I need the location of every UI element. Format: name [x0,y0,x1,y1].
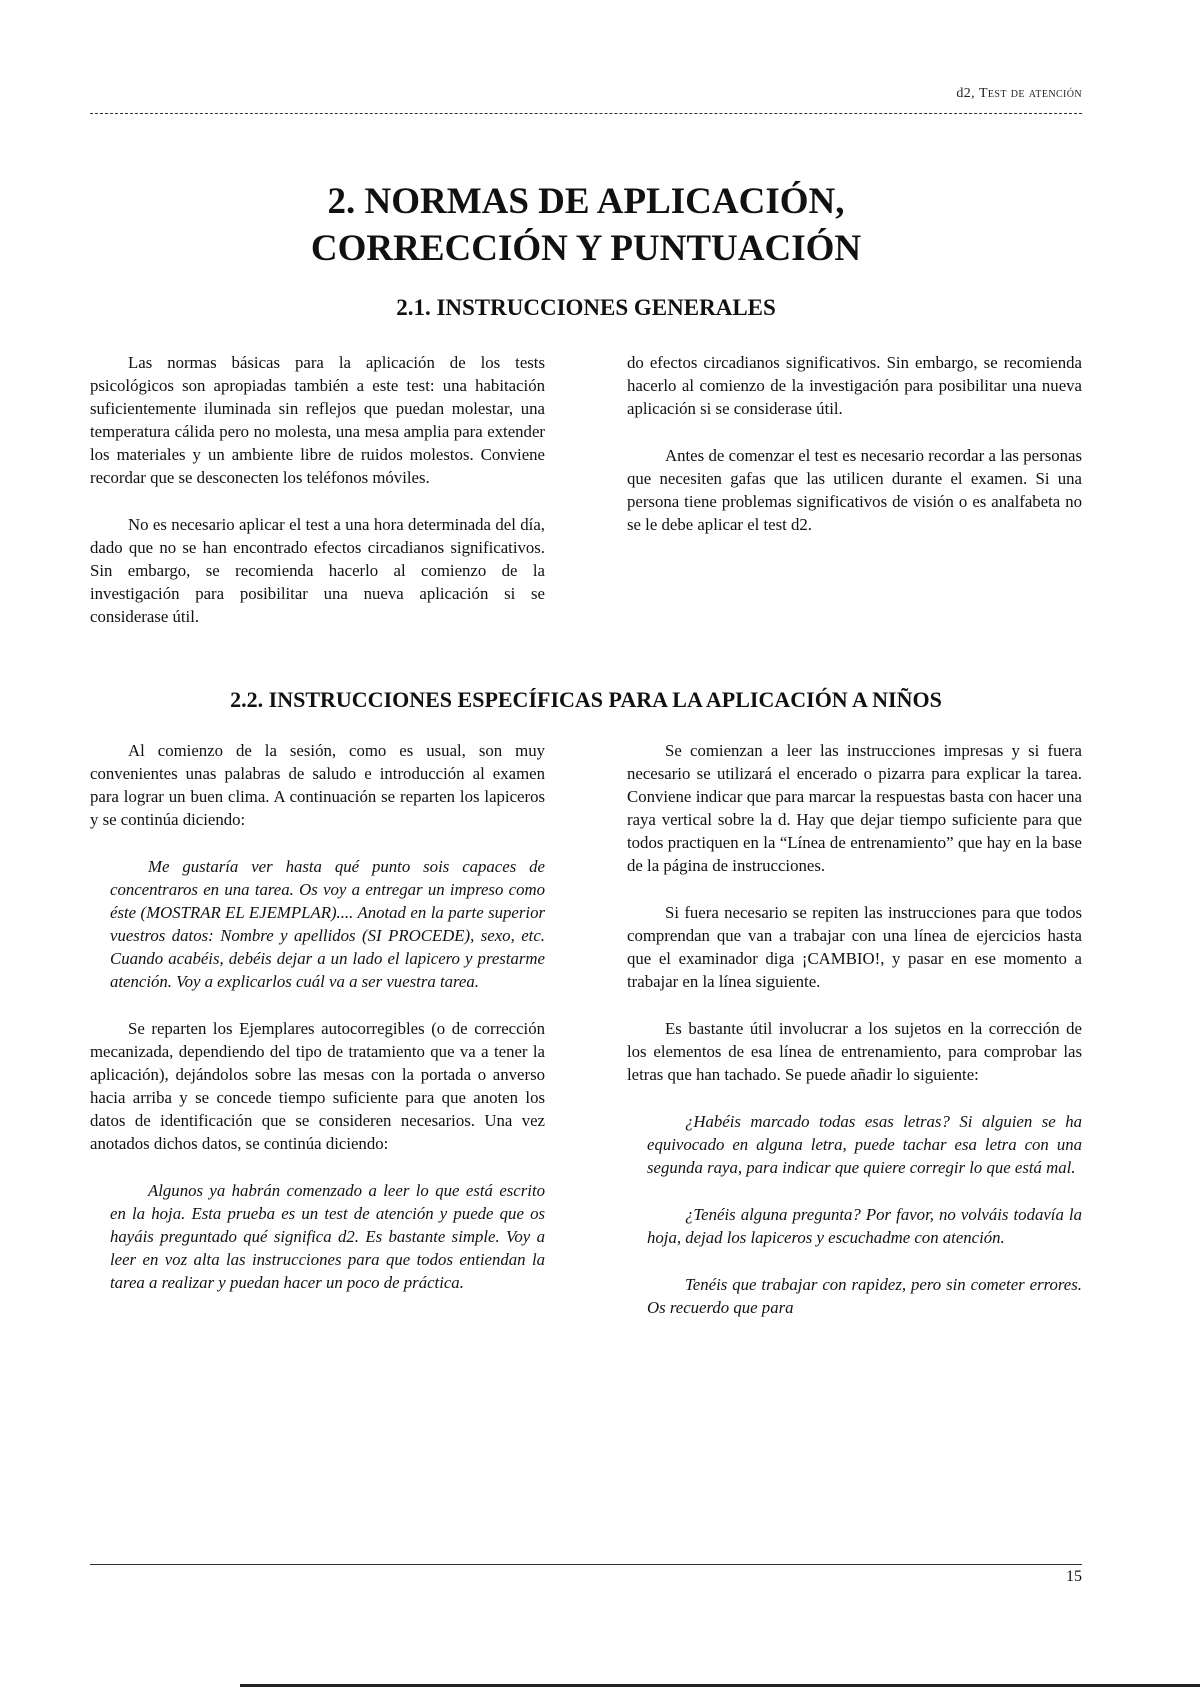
paragraph: No es necesario aplicar el test a una hora determinada del día, dado que no se han encontrado efectos circadianos significativos. Sin embargo, se recomienda hacerlo al comienzo de la investigación para posibilitar una nueva aplicación si se considerase útil. [90,515,545,626]
paragraph: Las normas básicas para la aplicación de los tests psicológicos son apropiadas también a este test: una habitación suficientemente iluminada sin reflejos que puedan molestar, una temperatura cálida pero no molesta, una mesa amplia para extender los materiales y un ambiente libre de ruidos molestos. Conviene recordar que se desconecten los teléfonos móviles. [90,353,545,487]
running-head [956,86,1082,102]
scan-edge-artifact [240,1684,1200,1687]
section1-left-column [90,351,545,628]
paragraph: Se reparten los Ejemplares autocorregibles (o de corrección mecanizada, dependiendo del tipo de tratamiento que va a tener la aplicación), dejándolos sobre las mesas con la portada o anverso hacia arriba y se concede tiempo suficiente para que anoten los datos de identificación que se consideren necesarios. Una vez anotados dichos datos, se continúa diciendo: [90,1019,545,1153]
running-head-prefix: d2, [956,86,979,101]
running-head-title: Test de atención [978,86,1082,101]
paragraph: Es bastante útil involucrar a los sujetos en la corrección de los elementos de esa línea de entrenamiento, para comprobar las letras que han tachado. Se puede añadir lo siguiente: [627,1019,1082,1084]
section-heading-children: 2.2. INSTRUCCIONES ESPECÍFICAS PARA LA APLICACIÓN A NIÑOS [230,687,942,712]
quoted-instructions: ¿Tenéis alguna pregunta? Por favor, no volváis todavía la hoja, dejad los lapiceros y escuchadme con atención. [647,1205,1082,1247]
section1-right-column [627,351,1082,536]
paragraph: Si fuera necesario se repiten las instrucciones para que todos comprendan que van a trabajar con una línea de ejercicios hasta que el examinador diga ¡CAMBIO!, y pasar en ese momento a trabajar en la línea siguiente. [627,903,1082,991]
page-title-line-2: CORRECCIÓN Y PUNTUACIÓN [310,228,862,269]
page-title-line-1: 2. NORMAS DE APLICACIÓN, [327,181,845,222]
quoted-instructions: ¿Habéis marcado todas esas letras? Si alguien se ha equivocado en alguna letra, puede tachar esa letra con una segunda raya, para indicar que quiere corregir lo que está mal. [647,1112,1082,1177]
quoted-instructions: Tenéis que trabajar con rapidez, pero sin cometer errores. Os recuerdo que para [647,1275,1082,1317]
paragraph: Se comienzan a leer las instrucciones impresas y si fuera necesario se utilizará el encerado o pizarra para explicar la tarea. Conviene indicar que para marcar la respuestas basta con hacer una raya vertical sobre la d. Hay que dejar tiempo suficiente para que todos practiquen en la “Línea de entrenamiento” que hay en la base de la página de instrucciones. [627,741,1082,875]
paragraph: Antes de comenzar el test es necesario recordar a las personas que necesiten gafas que las utilicen durante el examen. Si una persona tiene problemas significativos de visión o es analfabeta no se le debe aplicar el test d2. [627,446,1082,534]
page-number: 15 [1066,1568,1082,1585]
bottom-rule [90,1564,1082,1565]
quoted-instructions: Algunos ya habrán comenzado a leer lo que está escrito en la hoja. Esta prueba es un test de atención y puede que os hayáis preguntado qué significa d2. Es bastante simple. Voy a leer en voz alta las instrucciones para que todos entiendan la tarea a realizar y puedan hacer un poco de práctica. [110,1181,545,1292]
paragraph-continuation: do efectos circadianos significativos. Sin embargo, se recomienda hacerlo al comienzo de la investigación para posibilitar una nueva aplicación si se considerase útil. [627,353,1082,418]
paragraph: Al comienzo de la sesión, como es usual, son muy convenientes unas palabras de saludo e introducción al examen para lograr un buen clima. A continuación se reparten los lapiceros y se continúa diciendo: [90,741,545,829]
section2-right-column [627,739,1082,1319]
page-title [90,178,1082,272]
section2-left-column [90,739,545,1294]
top-rule [90,113,1082,114]
quoted-instructions: Me gustaría ver hasta qué punto sois capaces de concentraros en una tarea. Os voy a entregar un impreso como éste (MOSTRAR EL EJEMPLAR).... Anotad en la parte superior vuestros datos: Nombre y apellidos (SI PROCEDE), sexo, etc. Cuando acabéis, debéis dejar a un lado el lapicero y prestarme atención. Voy a explicarlos cuál va a ser vuestra tarea. [110,857,545,991]
section-heading-general: 2.1. INSTRUCCIONES GENERALES [396,295,776,320]
